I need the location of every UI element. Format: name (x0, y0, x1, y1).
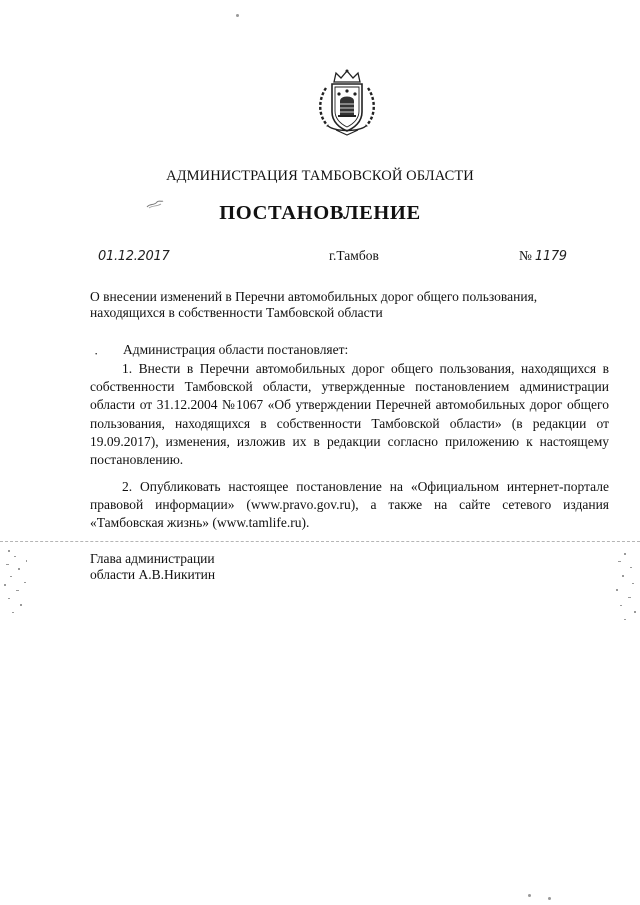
document-number (519, 248, 567, 264)
signatory-position: Глава администрации (90, 551, 215, 566)
document-subject: О внесении изменений в Перечни автомобильных дорог общего пользования, находящихся в собственности Тамбовской области (90, 289, 538, 320)
document-date: 01.12.2017 (98, 249, 170, 264)
scan-speck (548, 897, 551, 900)
preamble-text: Администрация области постановляет: (123, 342, 349, 357)
document-type-heading: ПОСТАНОВЛЕНИЕ (219, 202, 421, 224)
clause-1: 1. Внести в Перечни автомобильных дорог общего пользования, находящихся в собственности Тамбовской области, утвержденные постановлением администрации области от 31.12.2004 №1067 «Об утверждении Перечней автомобильных дорог общего пользования, находящихся в собственности Тамбовской области» (в редакции от 19.09.2017), изменения, изложив их в редакции согласно приложению к настоящему постановлению. (90, 361, 609, 468)
scan-speck (236, 14, 239, 17)
margin-mark: · (94, 346, 99, 361)
signature-block (90, 551, 215, 583)
document-city: г.Тамбов (329, 248, 379, 263)
faded-stamp-right-icon (604, 547, 640, 627)
clause-2: 2. Опубликовать настоящее постановление на «Официальном интернет-портале правовой информации» (www.pravo.gov.ru), а также на сайте сетевого издания «Тамбовская жизнь» (www.tamlife.ru). (90, 479, 609, 531)
number-label: № (519, 248, 532, 263)
signatory-name: области А.В.Никитин (90, 567, 216, 582)
number-value: 1179 (534, 249, 567, 264)
faded-stamp-left-icon (0, 546, 40, 626)
scan-divider-line (0, 541, 640, 542)
organization-title: АДМИНИСТРАЦИЯ ТАМБОВСКОЙ ОБЛАСТИ (166, 168, 474, 184)
scan-speck (528, 894, 531, 897)
coat-of-arms-emblem-icon (314, 68, 380, 138)
